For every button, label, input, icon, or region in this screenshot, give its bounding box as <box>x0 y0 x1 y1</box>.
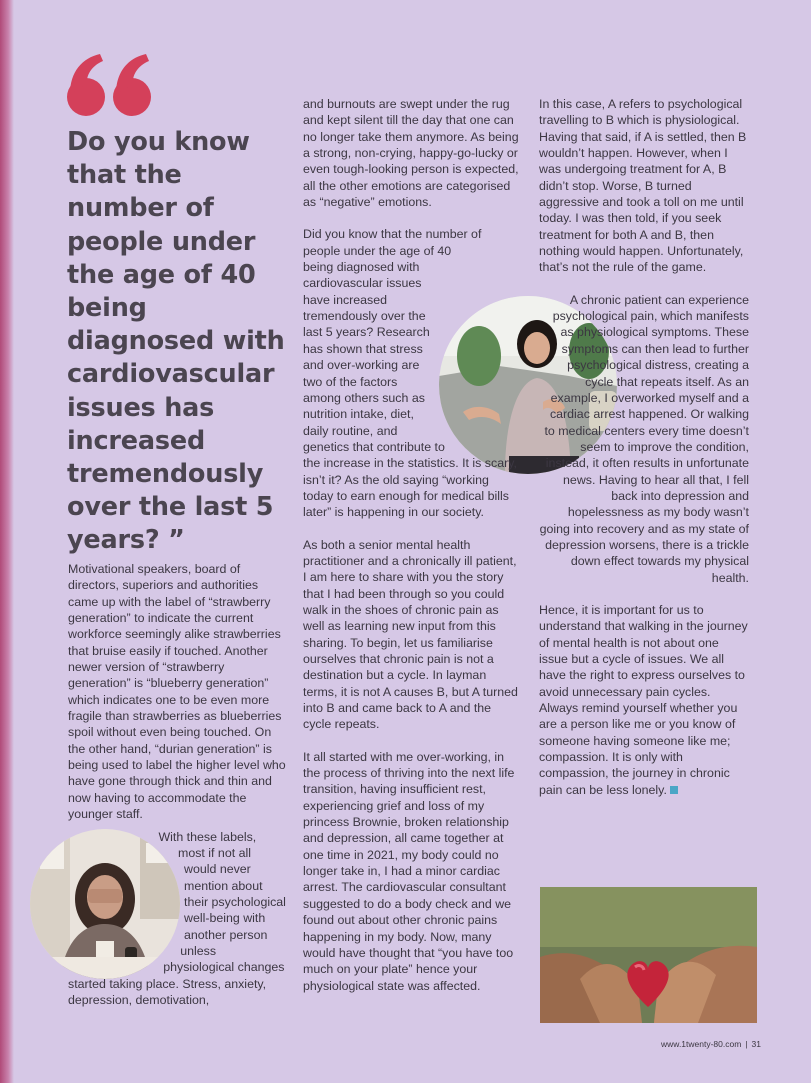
article-column-1 <box>68 561 286 1008</box>
article-paragraph: It all started with me over-working, in the process of thriving into the next life transition, having insufficient rest, experiencing grief and loss of my princess Brownie, broken relationship and depression, all came together at one time in 2021, my body could no longer take in, I had a minor cardiac arrest. The cardiovascular consultant suggested to do a body check and we found out about other chronic pains happening in my body. Now, many would have thought that “you have too much on your plate” hence your physiological state was affected. <box>303 749 515 993</box>
article-paragraph: and burnouts are swept under the rug and kept silent till the day that one can no longer take them anymore. As being a strong, non-crying, happy-go-lucky or even tough-looking person is expected, all the other emotions are categorised as “negative” emotions. <box>303 97 519 210</box>
photo-wrap-spacer <box>439 292 527 462</box>
article-paragraph: Did you know that the number of people under the age of 40 being diagnosed with cardiovascular issues have increased tremendously over the last 5 years? Research has shown that stress and over-working are two of the factors among others such as nutrition intake, diet, daily routine, and genetics that contribute to the increase in the statistics. It is scary, isn’t it? As the old saying “working today to earn enough for medical bills later” is happening in our society. <box>303 226 521 520</box>
pull-quote: Do you know that the number of people under the age of 40 being diagnosed with cardiovascular issues has increased tremendously over the last 5 years? ” <box>67 127 285 556</box>
article-column-3 <box>539 96 749 798</box>
article-paragraph: As both a senior mental health practitioner and a chronically ill patient, I am here to share with you the story that I had been through so you could walk in the shoes of chronic pain as well as learning new input from this sharing. To begin, let us familiarise ourselves that chronic pain is not a destination but a cycle. In layman terms, it is not A causes B, but A turned into B and came back to A and the cycle repeats. <box>303 537 518 732</box>
article-paragraph: A chronic patient can experience psychological pain, which manifests as physiological symptoms. These symptoms can then lead to further psychological distress, creating a cycle that repeats itself. As an example, I overworked myself and a cardiac arrest happened. Or walking to medical centers every time doesn’t seem to improve the condition, instead, it often results in unfortunate news. Having to hear all that, I fell back into depression and hopelessness as my body wasn’t going into recovery and as my state of depression worsens, there is a trickle down effect towards my physical health. <box>539 292 749 586</box>
footer-separator: | <box>745 1039 748 1049</box>
stressed-woman-photo <box>30 829 180 979</box>
article-paragraph: Motivational speakers, board of directors, superiors and authorities came up with the label of “strawberry generation” to indicate the current workforce seemingly alike strawberries that bruise easily if touched. Another newer version of “strawberry generation” is “blueberry generation” which indicates one to be even more fragile than strawberries as blueberries spoil without even being touched. On the other hand, “durian generation” is being used to label the higher level who have gone through thick and thin and now having to accommodate the younger staff. <box>68 562 286 822</box>
hands-heart-photo <box>540 887 757 1023</box>
article-paragraph: With these labels, most if not all would never mention about their psychological well-being with another person unless physiological changes started taking place. Stress, anxiety, depression, demotivation, <box>68 829 286 1009</box>
quote-mark-icon <box>66 52 158 118</box>
article-paragraph: Hence, it is important for us to understand that walking in the journey of mental health is not about one issue but a cycle of issues. We all have the right to express ourselves to avoid unnecessary pain cycles. Always remind yourself whether you are a person like me or you know of someone having someone like me; compassion. It is only with compassion, the journey in chronic pain can be less lonely. <box>539 602 748 797</box>
article-column-2 <box>303 96 521 1010</box>
website-url: www.1twenty-80.com <box>661 1039 742 1049</box>
end-mark-icon <box>670 786 678 794</box>
article-paragraph: In this case, A refers to psychological travelling to B which is physiological. Having that said, if A is settled, then B wouldn’t happen. However, when I was undergoing treatment for A, B didn’t stop. Worse, B turned aggressive and took a toll on me until today. I was then told, if you seek treatment for both A and B, then nothing would happen. Unfortunately, that’s not the rule of the game. <box>539 97 747 275</box>
page-number: 31 <box>751 1039 761 1049</box>
page-footer <box>661 1039 761 1049</box>
magazine-spine-shadow <box>0 0 14 1083</box>
